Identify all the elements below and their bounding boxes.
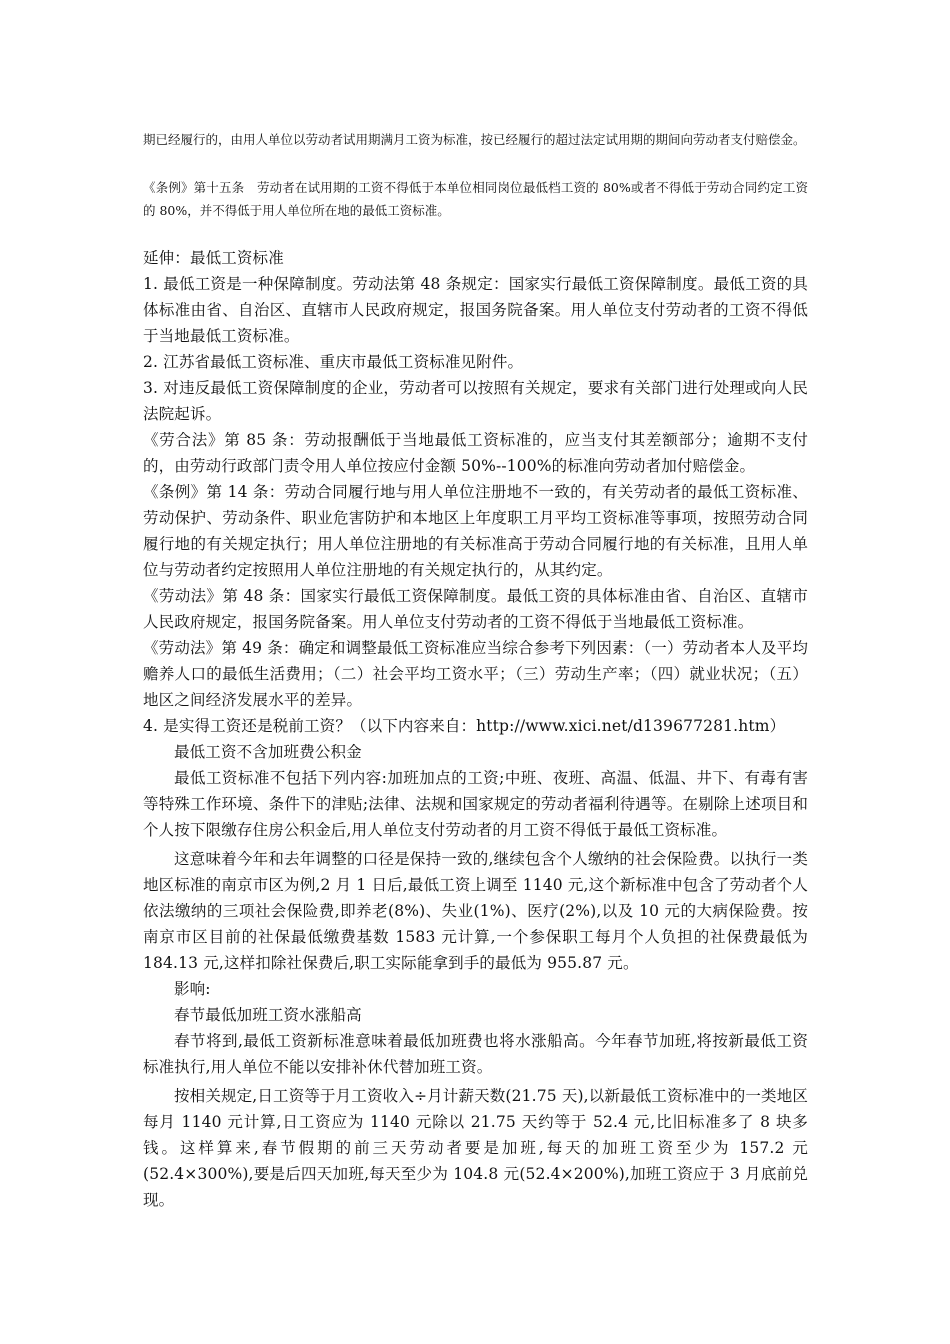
law-citation-labor-law-49: 《劳动法》第 49 条：确定和调整最低工资标准应当综合参考下列因素：（一）劳动者本人及平均赡养人口的最低生活费用；（二）社会平均工资水平；（三）劳动生产率；（四）就业状况；（五）地区之间经济发展水平的差异。: [143, 639, 808, 709]
minimum-wage-section: [143, 245, 808, 1213]
list-item-2: 2. 江苏省最低工资标准、重庆市最低工资标准见附件。: [143, 353, 524, 371]
law-citation-labor-law-48: 《劳动法》第 48 条：国家实行最低工资保障制度。最低工资的具体标准由省、自治区、直辖市人民政府规定，报国务院备案。用人单位支付劳动者的工资不得低于当地最低工资标准。: [143, 587, 808, 631]
paragraph-daily-wage: 按相关规定,日工资等于月工资收入÷月计薪天数(21.75 天),以新最低工资标准中的一类地区每月 1140 元计算,日工资应为 1140 元除以 21.75 天约等于 52.4 元,比旧标准多了 8 块多钱。这样算来,春节假期的前三天劳动者要是加班,每天的加班工资至少为 157.2 元(52.4×300%),要是后四天加班,每天至少为 104.8 元(52.4×200%),加班工资应于 3 月底前兑现。: [143, 1087, 808, 1209]
paragraph-spring-festival: 春节将到,最低工资新标准意味着最低加班费也将水涨船高。今年春节加班,将按新最低工资标准执行,用人单位不能以安排补休代替加班工资。: [143, 1032, 808, 1076]
section-heading: 延伸：最低工资标准: [143, 249, 284, 267]
regulation-article-15: 《条例》第十五条 劳动者在试用期的工资不得低于本单位相同岗位最低档工资的 80%或者不得低于劳动合同约定工资的 80%，并不得低于用人单位所在地的最低工资标准。: [143, 180, 808, 218]
paragraph-nanjing-example: 这意味着今年和去年调整的口径是保持一致的,继续包含个人缴纳的社会保险费。以执行一类地区标准的南京市区为例,2 月 1 日后,最低工资上调至 1140 元,这个新标准中包含了劳动者个人依法缴纳的三项社会保险费,即养老(8%)、失业(1%)、医疗(2%),以及 10 元的大病保险费。按南京市区目前的社保最低缴费基数 1583 元计算,一个参保职工每月个人负担的社保费最低为 184.13 元,这样扣除社保费后,职工实际能拿到手的最低为 955.87 元。: [143, 850, 808, 972]
subheading-spring-festival: 春节最低加班工资水涨船高: [174, 1006, 362, 1024]
list-item-3: 3. 对违反最低工资保障制度的企业，劳动者可以按照有关规定，要求有关部门进行处理或向人民法院起诉。: [143, 379, 808, 423]
law-citation-regulation-14: 《条例》第 14 条：劳动合同履行地与用人单位注册地不一致的，有关劳动者的最低工资标准、劳动保护、劳动条件、职业危害防护和本地区上年度职工月平均工资标准等事项，按照劳动合同履行地的有关规定执行；用人单位注册地的有关标准高于劳动合同履行地的有关标准，且用人单位与劳动者约定按照用人单位注册地的有关规定执行的，从其约定。: [143, 483, 808, 579]
paragraph-exclusions: 最低工资标准不包括下列内容:加班加点的工资;中班、夜班、高温、低温、井下、有毒有害等特殊工作环境、条件下的津贴;法律、法规和国家规定的劳动者福利待遇等。在剔除上述项目和个人按下限缴存住房公积金后,用人单位支付劳动者的月工资不得低于最低工资标准。: [143, 769, 808, 839]
law-citation-labor-contract-85: 《劳合法》第 85 条：劳动报酬低于当地最低工资标准的，应当支付其差额部分；逾期不支付的，由劳动行政部门责令用人单位按应付金额 50%--100%的标准向劳动者加付赔偿金。: [143, 431, 808, 475]
subheading-no-overtime: 最低工资不含加班费公积金: [174, 743, 362, 761]
subheading-impact: 影响:: [174, 980, 211, 998]
list-item-1: 1. 最低工资是一种保障制度。劳动法第 48 条规定：国家实行最低工资保障制度。最低工资的具体标准由省、自治区、直辖市人民政府规定，报国务院备案。用人单位支付劳动者的工资不得低于当地最低工资标准。: [143, 275, 808, 345]
list-item-4: 4. 是实得工资还是税前工资？（以下内容来自：http://www.xici.net/d139677281.htm）: [143, 717, 786, 735]
trial-period-compensation-text: 期已经履行的，由用人单位以劳动者试用期满月工资为标准，按已经履行的超过法定试用期的期间向劳动者支付赔偿金。: [143, 132, 806, 147]
